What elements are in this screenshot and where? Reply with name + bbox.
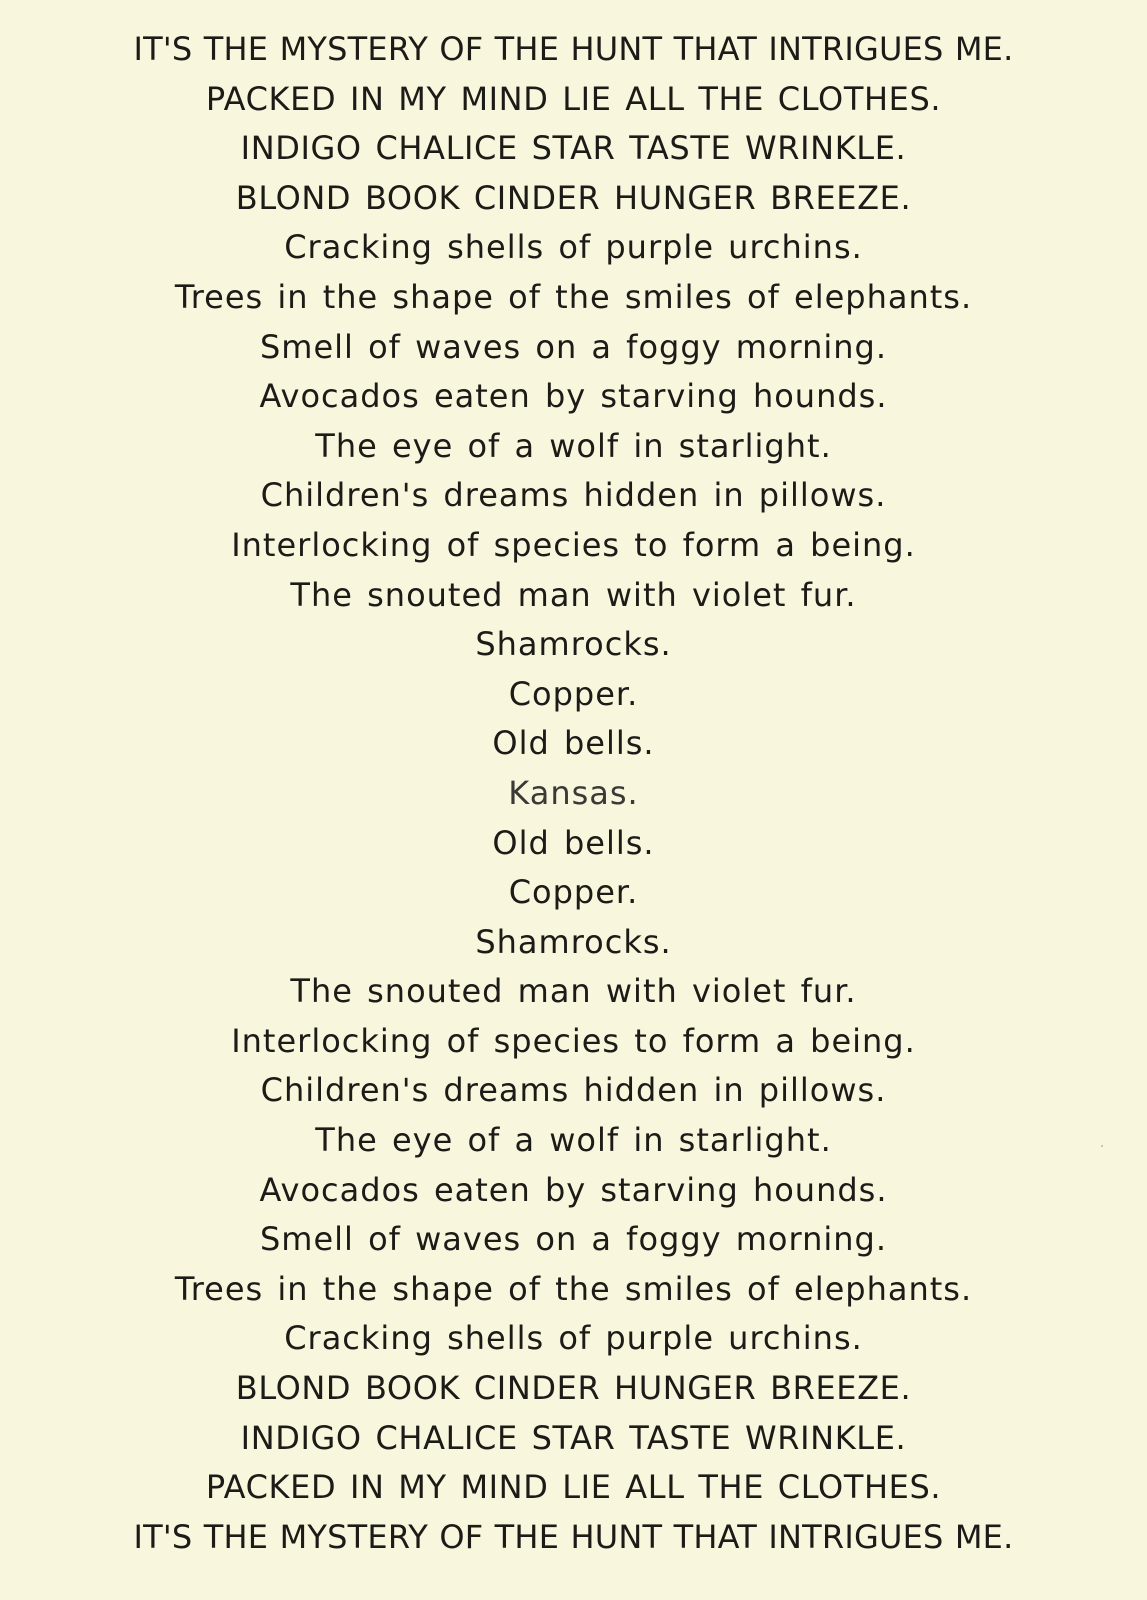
poem-line: Old bells. (492, 724, 655, 763)
poem-line: The snouted man with violet fur. (290, 575, 857, 614)
poem-line: PACKED IN MY MIND LIE ALL THE CLOTHES. (205, 79, 942, 118)
poem-line: BLOND BOOK CINDER HUNGER BREEZE. (235, 178, 912, 217)
poem-line: PACKED IN MY MIND LIE ALL THE CLOTHES. (205, 1468, 942, 1507)
poem-line: Old bells. (492, 823, 655, 862)
poem-line: Interlocking of species to form a being. (231, 1021, 916, 1060)
poem-line: Copper. (508, 674, 639, 713)
poem-line: Cracking shells of purple urchins. (284, 1319, 863, 1358)
poem-line: INDIGO CHALICE STAR TASTE WRINKLE. (240, 1418, 907, 1457)
poem-line: Cracking shells of purple urchins. (284, 228, 863, 267)
poem-line: Smell of waves on a foggy morning. (259, 1220, 888, 1259)
poem-line: Avocados eaten by starving hounds. (259, 377, 888, 416)
poem-line: Smell of waves on a foggy morning. (259, 327, 888, 366)
poem-line: Trees in the shape of the smiles of elephants. (174, 277, 973, 316)
poem-line: Children's dreams hidden in pillows. (260, 476, 887, 515)
paper-speck (1101, 1145, 1103, 1147)
poem-line: IT'S THE MYSTERY OF THE HUNT THAT INTRIGUES ME. (133, 30, 1014, 68)
poem-line: INDIGO CHALICE STAR TASTE WRINKLE. (240, 129, 907, 168)
poem-line: The eye of a wolf in starlight. (315, 426, 832, 465)
poem-line: Children's dreams hidden in pillows. (260, 1071, 887, 1110)
poem-line: Shamrocks. (475, 625, 672, 664)
poem-line: IT'S THE MYSTERY OF THE HUNT THAT INTRIGUES ME. (133, 1517, 1014, 1556)
poem-line: Avocados eaten by starving hounds. (259, 1170, 888, 1209)
poem-line: Shamrocks. (475, 922, 672, 961)
poem-line: BLOND BOOK CINDER HUNGER BREEZE. (235, 1369, 912, 1408)
poem-line: Kansas. (508, 773, 639, 812)
poem-line: Trees in the shape of the smiles of elephants. (174, 1269, 973, 1308)
poem-line: The eye of a wolf in starlight. (315, 1121, 832, 1160)
poem-line: Interlocking of species to form a being. (231, 525, 916, 564)
poem (0, 25, 1147, 1562)
poem-line: Copper. (508, 873, 639, 912)
poem-line: The snouted man with violet fur. (290, 972, 857, 1011)
